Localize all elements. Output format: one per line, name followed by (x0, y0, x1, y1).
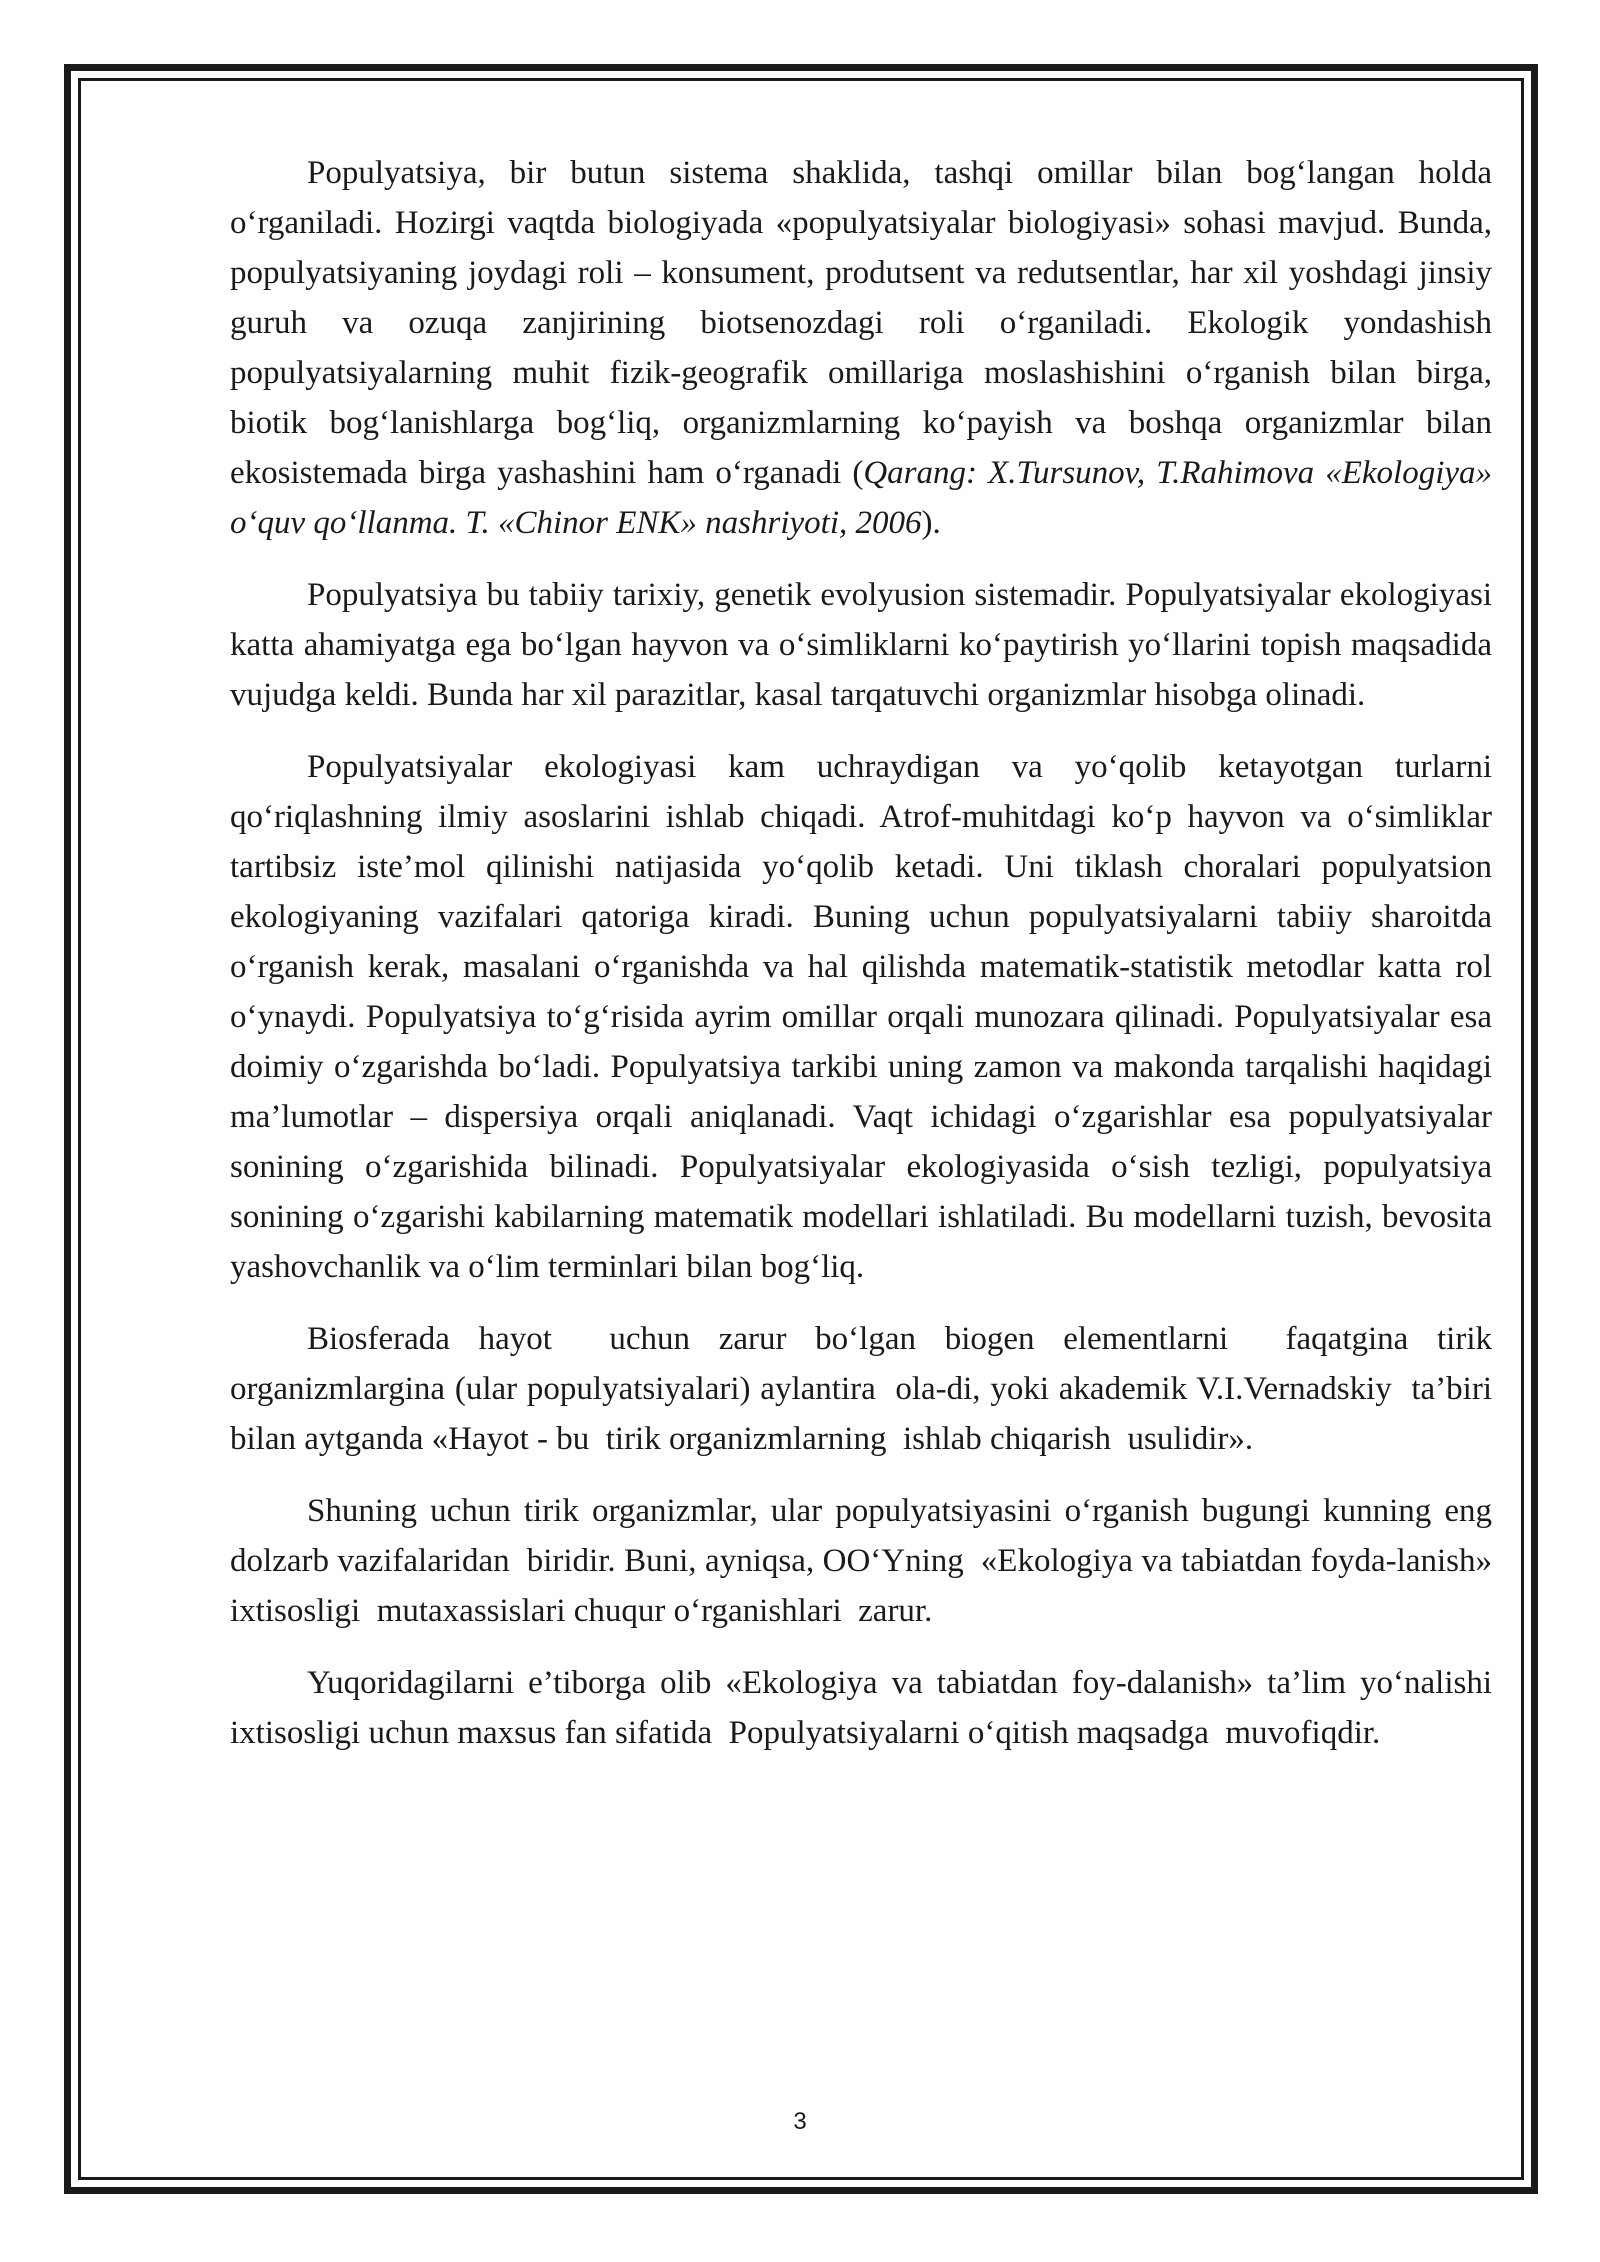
paragraph-4: Biosferada hayot uchun zarur bo‘lgan biogen elementlarni faqatgina tirik organizmlargina (ular populyatsiyalari) aylantira ola-di, yoki akademik V.I.Vernadskiy ta’biri bilan aytganda «Hayot - bu tirik organizmlarning ishlab chiqarish usulidir». (230, 1321, 1501, 1457)
document-body (230, 148, 1501, 1780)
paragraph-1 (230, 148, 1492, 548)
paragraph-1-text-end: ). (921, 505, 941, 541)
paragraph-2: Populyatsiya bu tabiiy tarixiy, genetik evolyusion sistemadir. Populyatsiyalar ekologiyasi katta ahamiyatga ega bo‘lgan hayvon va o‘simliklarni ko‘paytirish yo‘llarini topish maqsadida vujudga keldi. Bunda har xil parazitlar, kasal tarqatuvchi organizmlar hisobga olinadi. (230, 577, 1492, 713)
paragraph-1-text: Populyatsiya, bir butun sistema shaklida, tashqi omillar bilan bog‘langan holda o‘rganiladi. Hozirgi vaqtda biologiyada «populyatsiyalar biologiyasi» sohasi mavjud. Bunda, populyatsiyaning joydagi roli – konsument, produtsent va redutsentlar, har xil yoshdagi jinsiy guruh va ozuqa zanjirining biotsenozdagi roli o‘rganiladi. Ekologik yondashish populyatsiyalarning muhit fizik-geografik omillariga moslashishini o‘rganish bilan birga, biotik bog‘lanishlarga bog‘liq, organizmlarning ko‘payish va boshqa organizmlar bilan ekosistemada birga yashashini ham o‘rganadi ( (230, 155, 1492, 491)
paragraph-1-citation: Qarang: X.Tursunov, T.Rahimova «Ekologiya» o‘quv qo‘llanma. T. «Chinor ENK» nashriyoti, 2006 (230, 455, 1493, 541)
page-number: 3 (793, 2108, 807, 2135)
paragraph-6: Yuqoridagilarni e’tiborga olib «Ekologiya va tabiatdan foy-dalanish» ta’lim yo‘nalishi ixtisosligi uchun maxsus fan sifatida Populyatsiyalarni o‘qitish maqsadga muvofiqdir. (230, 1665, 1501, 1751)
paragraph-5: Shuning uchun tirik organizmlar, ular populyatsiyasini o‘rganish bugungi kunning eng dolzarb vazifalaridan biridir. Buni, ayniqsa, OO‘Yning «Ekologiya va tabiatdan foyda-lanish» ixtisosligi mutaxassislari chuqur o‘rganishlari zarur. (230, 1493, 1501, 1629)
paragraph-3: Populyatsiyalar ekologiyasi kam uchraydigan va yo‘qolib ketayotgan turlarni qo‘riqlashning ilmiy asoslarini ishlab chiqadi. Atrof-muhitdagi ko‘p hayvon va o‘simliklar tartibsiz iste’mol qilinishi natijasida yo‘qolib ketadi. Uni tiklash choralari populyatsion ekologiyaning vazifalari qatoriga kiradi. Buning uchun populyatsiyalarni tabiiy sharoitda o‘rganish kerak, masalani o‘rganishda va hal qilishda matematik-statistik metodlar katta rol o‘ynaydi. Populyatsiya to‘g‘risida ayrim omillar orqali munozara qilinadi. Populyatsiyalar esa doimiy o‘zgarishda bo‘ladi. Populyatsiya tarkibi uning zamon va makonda tarqalishi haqidagi ma’lumotlar – dispersiya orqali aniqlanadi. Vaqt ichidagi o‘zgarishlar esa populyatsiyalar sonining o‘zgarishida bilinadi. Populyatsiyalar ekologiyasida o‘sish tezligi, populyatsiya sonining o‘zgarishi kabilarning matematik modellari ishlatiladi. Bu modellarni tuzish, bevosita yashovchanlik va o‘lim terminlari bilan bog‘liq. (230, 749, 1492, 1285)
